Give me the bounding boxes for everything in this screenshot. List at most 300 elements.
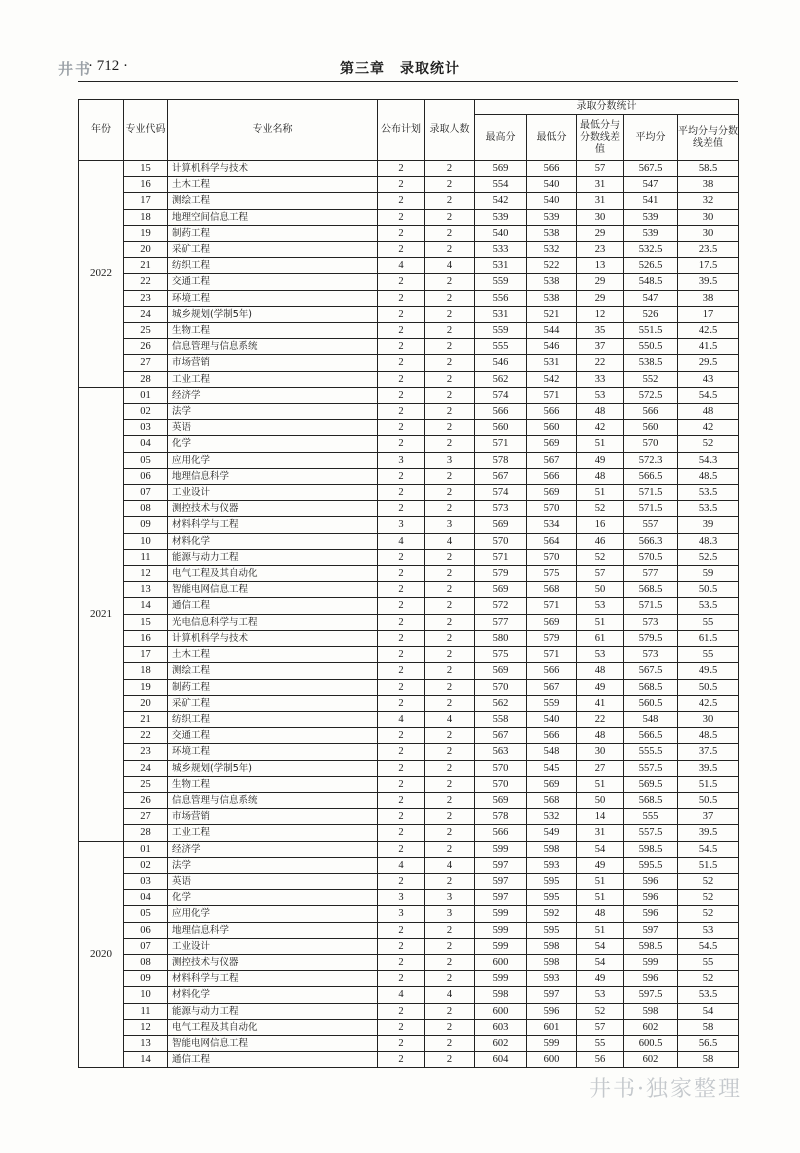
cell-plan: 2 xyxy=(378,809,425,825)
cell-avg: 599 xyxy=(624,954,678,970)
cell-avg-diff: 39.5 xyxy=(678,825,739,841)
cell-admitted: 2 xyxy=(425,161,475,177)
cell-avg: 571.5 xyxy=(624,501,678,517)
cell-name: 土木工程 xyxy=(168,647,378,663)
cell-code: 23 xyxy=(124,290,168,306)
table-row xyxy=(79,582,739,598)
cell-code: 18 xyxy=(124,209,168,225)
cell-max: 578 xyxy=(475,452,527,468)
cell-max: 597 xyxy=(475,873,527,889)
cell-avg-diff: 52 xyxy=(678,873,739,889)
cell-avg-diff: 48 xyxy=(678,404,739,420)
cell-admitted: 2 xyxy=(425,873,475,889)
cell-plan: 3 xyxy=(378,890,425,906)
table-row xyxy=(79,663,739,679)
cell-admitted: 2 xyxy=(425,760,475,776)
col-plan: 公布计划 xyxy=(378,100,425,161)
cell-name: 土木工程 xyxy=(168,177,378,193)
cell-plan: 2 xyxy=(378,290,425,306)
cell-min: 598 xyxy=(527,938,577,954)
table-row xyxy=(79,938,739,954)
cell-avg: 548 xyxy=(624,711,678,727)
cell-max: 599 xyxy=(475,938,527,954)
cell-min-diff: 33 xyxy=(577,371,624,387)
cell-avg-diff: 43 xyxy=(678,371,739,387)
cell-name: 信息管理与信息系统 xyxy=(168,792,378,808)
cell-plan: 2 xyxy=(378,663,425,679)
table-row xyxy=(79,468,739,484)
cell-min-diff: 14 xyxy=(577,809,624,825)
cell-name: 法学 xyxy=(168,857,378,873)
cell-plan: 2 xyxy=(378,549,425,565)
cell-avg-diff: 61.5 xyxy=(678,630,739,646)
table-row xyxy=(79,242,739,258)
watermark-text: 井书·独家整理 xyxy=(589,1077,742,1102)
table-row xyxy=(79,566,739,582)
cell-name: 工业设计 xyxy=(168,485,378,501)
cell-max: 531 xyxy=(475,306,527,322)
table-row xyxy=(79,760,739,776)
cell-min: 549 xyxy=(527,825,577,841)
cell-code: 28 xyxy=(124,371,168,387)
cell-code: 01 xyxy=(124,841,168,857)
cell-min: 601 xyxy=(527,1019,577,1035)
cell-code: 27 xyxy=(124,809,168,825)
cell-plan: 2 xyxy=(378,582,425,598)
cell-avg-diff: 50.5 xyxy=(678,792,739,808)
cell-plan: 2 xyxy=(378,679,425,695)
table-row xyxy=(79,501,739,517)
table-row xyxy=(79,387,739,403)
cell-plan: 2 xyxy=(378,825,425,841)
cell-min-diff: 52 xyxy=(577,1003,624,1019)
cell-min-diff: 61 xyxy=(577,630,624,646)
cell-min-diff: 48 xyxy=(577,906,624,922)
cell-avg-diff: 42.5 xyxy=(678,695,739,711)
cell-min-diff: 49 xyxy=(577,679,624,695)
cell-max: 572 xyxy=(475,598,527,614)
cell-min: 566 xyxy=(527,161,577,177)
cell-admitted: 2 xyxy=(425,841,475,857)
cell-min-diff: 27 xyxy=(577,760,624,776)
cell-max: 555 xyxy=(475,339,527,355)
table-row xyxy=(79,549,739,565)
cell-avg: 595.5 xyxy=(624,857,678,873)
cell-avg: 602 xyxy=(624,1052,678,1068)
cell-code: 11 xyxy=(124,1003,168,1019)
cell-min-diff: 48 xyxy=(577,404,624,420)
cell-min: 532 xyxy=(527,809,577,825)
cell-name: 地理信息科学 xyxy=(168,922,378,938)
cell-min: 570 xyxy=(527,549,577,565)
year-cell: 2021 xyxy=(79,387,124,841)
cell-code: 11 xyxy=(124,549,168,565)
cell-min-diff: 31 xyxy=(577,825,624,841)
cell-admitted: 2 xyxy=(425,193,475,209)
cell-admitted: 2 xyxy=(425,695,475,711)
table-row xyxy=(79,614,739,630)
cell-admitted: 2 xyxy=(425,582,475,598)
cell-plan: 2 xyxy=(378,209,425,225)
cell-admitted: 3 xyxy=(425,890,475,906)
cell-avg-diff: 55 xyxy=(678,614,739,630)
table-row xyxy=(79,906,739,922)
cell-max: 566 xyxy=(475,825,527,841)
cell-min: 595 xyxy=(527,922,577,938)
cell-code: 15 xyxy=(124,614,168,630)
cell-plan: 4 xyxy=(378,711,425,727)
table-row xyxy=(79,274,739,290)
cell-avg: 526 xyxy=(624,306,678,322)
cell-max: 600 xyxy=(475,954,527,970)
cell-max: 540 xyxy=(475,225,527,241)
table-row xyxy=(79,630,739,646)
table-row xyxy=(79,452,739,468)
cell-admitted: 2 xyxy=(425,177,475,193)
cell-plan: 3 xyxy=(378,517,425,533)
cell-max: 569 xyxy=(475,161,527,177)
cell-admitted: 2 xyxy=(425,371,475,387)
cell-plan: 2 xyxy=(378,387,425,403)
cell-name: 城乡规划(学制5年) xyxy=(168,306,378,322)
cell-avg: 566.5 xyxy=(624,728,678,744)
cell-avg: 555.5 xyxy=(624,744,678,760)
cell-plan: 4 xyxy=(378,857,425,873)
cell-avg-diff: 41.5 xyxy=(678,339,739,355)
cell-min: 599 xyxy=(527,1035,577,1051)
cell-min-diff: 29 xyxy=(577,225,624,241)
cell-min: 570 xyxy=(527,501,577,517)
cell-max: 556 xyxy=(475,290,527,306)
cell-plan: 2 xyxy=(378,647,425,663)
cell-max: 567 xyxy=(475,468,527,484)
cell-admitted: 4 xyxy=(425,533,475,549)
cell-min: 522 xyxy=(527,258,577,274)
cell-avg: 568.5 xyxy=(624,679,678,695)
cell-name: 工业设计 xyxy=(168,938,378,954)
cell-avg-diff: 30 xyxy=(678,711,739,727)
cell-avg: 541 xyxy=(624,193,678,209)
table-row xyxy=(79,792,739,808)
cell-max: 602 xyxy=(475,1035,527,1051)
cell-name: 地理空间信息工程 xyxy=(168,209,378,225)
cell-avg-diff: 39.5 xyxy=(678,760,739,776)
cell-avg-diff: 42 xyxy=(678,420,739,436)
year-cell: 2022 xyxy=(79,161,124,388)
cell-max: 569 xyxy=(475,582,527,598)
cell-plan: 4 xyxy=(378,258,425,274)
cell-min: 538 xyxy=(527,274,577,290)
cell-name: 地理信息科学 xyxy=(168,468,378,484)
cell-plan: 2 xyxy=(378,371,425,387)
cell-min: 566 xyxy=(527,468,577,484)
cell-avg: 557.5 xyxy=(624,760,678,776)
cell-avg: 566.3 xyxy=(624,533,678,549)
cell-code: 10 xyxy=(124,987,168,1003)
cell-min-diff: 37 xyxy=(577,339,624,355)
cell-min-diff: 49 xyxy=(577,857,624,873)
cell-avg: 570.5 xyxy=(624,549,678,565)
cell-min-diff: 49 xyxy=(577,452,624,468)
cell-code: 17 xyxy=(124,193,168,209)
cell-plan: 2 xyxy=(378,873,425,889)
cell-admitted: 2 xyxy=(425,679,475,695)
cell-min-diff: 30 xyxy=(577,209,624,225)
cell-max: 599 xyxy=(475,922,527,938)
cell-max: 598 xyxy=(475,987,527,1003)
cell-admitted: 2 xyxy=(425,630,475,646)
cell-max: 542 xyxy=(475,193,527,209)
cell-name: 采矿工程 xyxy=(168,242,378,258)
cell-max: 574 xyxy=(475,485,527,501)
cell-plan: 4 xyxy=(378,987,425,1003)
cell-name: 纺织工程 xyxy=(168,711,378,727)
cell-max: 571 xyxy=(475,436,527,452)
cell-avg: 602 xyxy=(624,1019,678,1035)
cell-max: 533 xyxy=(475,242,527,258)
cell-plan: 4 xyxy=(378,533,425,549)
cell-min: 569 xyxy=(527,776,577,792)
cell-min-diff: 42 xyxy=(577,420,624,436)
table-row xyxy=(79,954,739,970)
cell-max: 603 xyxy=(475,1019,527,1035)
cell-admitted: 4 xyxy=(425,987,475,1003)
cell-avg-diff: 52 xyxy=(678,906,739,922)
cell-min-diff: 51 xyxy=(577,436,624,452)
cell-admitted: 2 xyxy=(425,954,475,970)
cell-min-diff: 48 xyxy=(577,468,624,484)
cell-min-diff: 51 xyxy=(577,873,624,889)
cell-name: 经济学 xyxy=(168,387,378,403)
cell-name: 通信工程 xyxy=(168,1052,378,1068)
cell-avg: 571.5 xyxy=(624,598,678,614)
cell-min-diff: 48 xyxy=(577,728,624,744)
cell-min-diff: 41 xyxy=(577,695,624,711)
cell-plan: 2 xyxy=(378,598,425,614)
cell-name: 材料科学与工程 xyxy=(168,517,378,533)
admission-score-table xyxy=(78,99,739,1068)
cell-code: 24 xyxy=(124,760,168,776)
cell-min: 598 xyxy=(527,954,577,970)
cell-avg-diff: 53.5 xyxy=(678,501,739,517)
cell-min: 540 xyxy=(527,193,577,209)
table-row xyxy=(79,744,739,760)
cell-plan: 2 xyxy=(378,1035,425,1051)
cell-code: 05 xyxy=(124,452,168,468)
cell-avg-diff: 52 xyxy=(678,890,739,906)
cell-min: 567 xyxy=(527,452,577,468)
cell-min: 600 xyxy=(527,1052,577,1068)
cell-min-diff: 51 xyxy=(577,485,624,501)
cell-name: 市场营销 xyxy=(168,355,378,371)
cell-code: 08 xyxy=(124,501,168,517)
cell-avg: 567.5 xyxy=(624,161,678,177)
cell-avg-diff: 52.5 xyxy=(678,549,739,565)
col-year: 年份 xyxy=(79,100,124,161)
cell-plan: 2 xyxy=(378,728,425,744)
cell-avg: 596 xyxy=(624,873,678,889)
cell-min: 579 xyxy=(527,630,577,646)
cell-admitted: 2 xyxy=(425,728,475,744)
cell-min-diff: 29 xyxy=(577,290,624,306)
cell-name: 计算机科学与技术 xyxy=(168,630,378,646)
cell-max: 539 xyxy=(475,209,527,225)
cell-max: 570 xyxy=(475,776,527,792)
cell-avg-diff: 54.5 xyxy=(678,841,739,857)
cell-min: 542 xyxy=(527,371,577,387)
cell-min: 566 xyxy=(527,404,577,420)
cell-avg-diff: 54.3 xyxy=(678,452,739,468)
cell-code: 06 xyxy=(124,468,168,484)
cell-min-diff: 46 xyxy=(577,533,624,549)
cell-min: 564 xyxy=(527,533,577,549)
cell-avg: 532.5 xyxy=(624,242,678,258)
cell-plan: 2 xyxy=(378,355,425,371)
cell-min: 569 xyxy=(527,436,577,452)
table-row xyxy=(79,371,739,387)
cell-name: 信息管理与信息系统 xyxy=(168,339,378,355)
cell-max: 575 xyxy=(475,647,527,663)
cell-avg-diff: 53.5 xyxy=(678,987,739,1003)
cell-code: 19 xyxy=(124,679,168,695)
cell-avg-diff: 54.5 xyxy=(678,387,739,403)
cell-admitted: 2 xyxy=(425,663,475,679)
cell-avg: 596 xyxy=(624,971,678,987)
cell-min-diff: 31 xyxy=(577,193,624,209)
cell-avg-diff: 50.5 xyxy=(678,582,739,598)
cell-admitted: 4 xyxy=(425,258,475,274)
cell-min: 598 xyxy=(527,841,577,857)
cell-max: 580 xyxy=(475,630,527,646)
cell-plan: 2 xyxy=(378,193,425,209)
table-row xyxy=(79,776,739,792)
table-row xyxy=(79,404,739,420)
cell-admitted: 2 xyxy=(425,809,475,825)
cell-avg: 596 xyxy=(624,890,678,906)
cell-plan: 2 xyxy=(378,566,425,582)
cell-min: 568 xyxy=(527,582,577,598)
cell-plan: 2 xyxy=(378,841,425,857)
cell-min-diff: 30 xyxy=(577,744,624,760)
cell-name: 纺织工程 xyxy=(168,258,378,274)
cell-plan: 2 xyxy=(378,630,425,646)
cell-min-diff: 31 xyxy=(577,177,624,193)
cell-avg-diff: 55 xyxy=(678,647,739,663)
cell-min: 568 xyxy=(527,792,577,808)
cell-admitted: 2 xyxy=(425,485,475,501)
cell-plan: 2 xyxy=(378,274,425,290)
table-row xyxy=(79,841,739,857)
cell-avg-diff: 39.5 xyxy=(678,274,739,290)
cell-min-diff: 54 xyxy=(577,954,624,970)
header-rule xyxy=(78,81,738,82)
cell-avg: 597.5 xyxy=(624,987,678,1003)
cell-code: 05 xyxy=(124,906,168,922)
cell-code: 18 xyxy=(124,663,168,679)
cell-code: 07 xyxy=(124,938,168,954)
cell-code: 20 xyxy=(124,695,168,711)
cell-avg: 568.5 xyxy=(624,582,678,598)
cell-name: 能源与动力工程 xyxy=(168,549,378,565)
cell-admitted: 2 xyxy=(425,614,475,630)
cell-admitted: 2 xyxy=(425,242,475,258)
cell-avg-diff: 38 xyxy=(678,177,739,193)
cell-avg: 600.5 xyxy=(624,1035,678,1051)
cell-name: 英语 xyxy=(168,420,378,436)
cell-name: 电气工程及其自动化 xyxy=(168,566,378,582)
table-row xyxy=(79,857,739,873)
cell-admitted: 2 xyxy=(425,825,475,841)
table-row xyxy=(79,420,739,436)
table-row xyxy=(79,809,739,825)
cell-admitted: 2 xyxy=(425,323,475,339)
col-score-group: 录取分数统计 xyxy=(475,100,739,115)
cell-name: 环境工程 xyxy=(168,290,378,306)
cell-code: 23 xyxy=(124,744,168,760)
cell-avg-diff: 50.5 xyxy=(678,679,739,695)
cell-admitted: 2 xyxy=(425,1003,475,1019)
cell-plan: 2 xyxy=(378,954,425,970)
cell-code: 25 xyxy=(124,323,168,339)
cell-avg: 560 xyxy=(624,420,678,436)
cell-code: 06 xyxy=(124,922,168,938)
cell-avg: 566.5 xyxy=(624,468,678,484)
table-row xyxy=(79,1035,739,1051)
cell-code: 21 xyxy=(124,258,168,274)
cell-min: 571 xyxy=(527,647,577,663)
cell-min: 544 xyxy=(527,323,577,339)
cell-name: 制药工程 xyxy=(168,225,378,241)
cell-name: 经济学 xyxy=(168,841,378,857)
cell-min-diff: 51 xyxy=(577,890,624,906)
cell-min: 532 xyxy=(527,242,577,258)
table-row xyxy=(79,873,739,889)
cell-admitted: 2 xyxy=(425,274,475,290)
cell-plan: 2 xyxy=(378,404,425,420)
cell-admitted: 2 xyxy=(425,501,475,517)
cell-max: 569 xyxy=(475,517,527,533)
table-row xyxy=(79,323,739,339)
cell-avg: 547 xyxy=(624,177,678,193)
cell-min-diff: 48 xyxy=(577,663,624,679)
cell-min-diff: 16 xyxy=(577,517,624,533)
cell-name: 能源与动力工程 xyxy=(168,1003,378,1019)
cell-avg: 567.5 xyxy=(624,663,678,679)
cell-min-diff: 52 xyxy=(577,501,624,517)
cell-avg: 539 xyxy=(624,209,678,225)
cell-avg-diff: 30 xyxy=(678,209,739,225)
cell-max: 599 xyxy=(475,906,527,922)
table-row xyxy=(79,711,739,727)
cell-min: 538 xyxy=(527,225,577,241)
cell-code: 02 xyxy=(124,857,168,873)
cell-avg-diff: 38 xyxy=(678,290,739,306)
cell-max: 546 xyxy=(475,355,527,371)
cell-admitted: 3 xyxy=(425,452,475,468)
cell-admitted: 2 xyxy=(425,744,475,760)
table-row xyxy=(79,728,739,744)
cell-avg-diff: 23.5 xyxy=(678,242,739,258)
cell-plan: 2 xyxy=(378,922,425,938)
cell-code: 03 xyxy=(124,420,168,436)
cell-name: 化学 xyxy=(168,890,378,906)
cell-code: 16 xyxy=(124,177,168,193)
cell-min: 560 xyxy=(527,420,577,436)
cell-admitted: 2 xyxy=(425,387,475,403)
cell-avg: 577 xyxy=(624,566,678,582)
cell-avg: 539 xyxy=(624,225,678,241)
cell-max: 560 xyxy=(475,420,527,436)
